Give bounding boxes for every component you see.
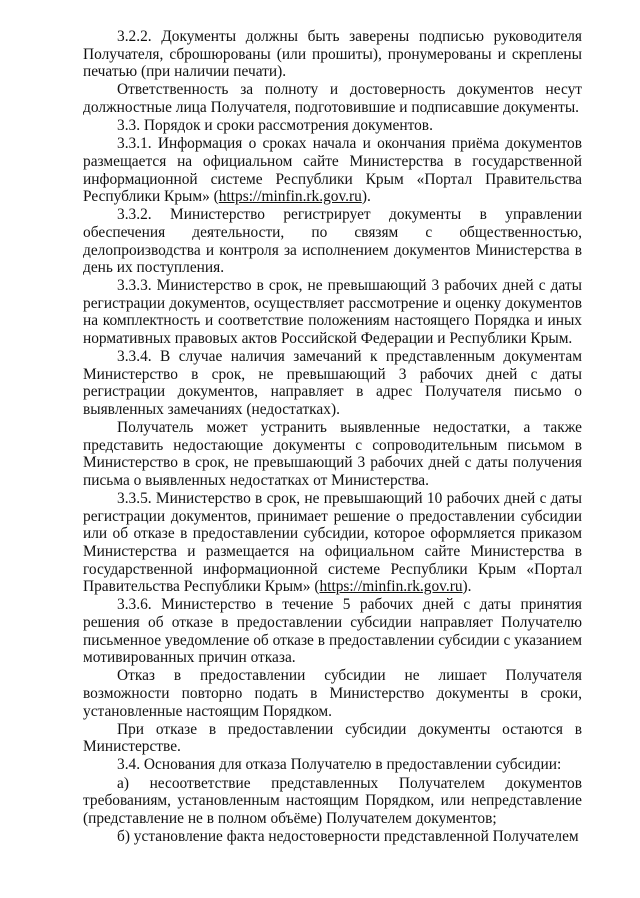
paragraph-3-3-6: 3.3.6. Министерство в течение 5 рабочих дней с даты принятия решения об отказе в предоставлении субсидии направляет Получателю письменное уведомление об отказе в предоставлении субсидии с указанием мотивированных причин отказа. — [83, 596, 582, 667]
paragraph-refusal-reapply: Отказ в предоставлении субсидии не лишает Получателя возможности повторно подать в Министерство документы в сроки, установленные настоящим Порядком. — [83, 667, 582, 720]
paragraph-3-4-a: а) несоответствие представленных Получателем документов требованиям, установленным настоящим Порядком, или непредставление (представление не в полном объёме) Получателем документов; — [83, 774, 582, 827]
paragraph-text: 3.3.5. Министерство в срок, не превышающий 10 рабочих дней с даты регистрации документов, принимает решение о предоставлении субсидии или об отказе в предоставлении субсидии, которое оформляется приказом Министерства и размещается на официальном сайте Министерства в государственной информационной системе Республики Крым «Портал Правительства Республики Крым» ( — [83, 490, 582, 596]
paragraph-3-3-4: 3.3.4. В случае наличия замечаний к представленным документам Министерство в срок, не превышающий 3 рабочих дней с даты регистрации документов, направляет в адрес Получателя письмо о выявленных замечаниях (недостатках). — [83, 348, 582, 419]
paragraph-3-3-1 — [83, 135, 582, 205]
paragraph-responsibility: Ответственность за полноту и достоверность документов несут должностные лица Получателя, подготовившие и подписавшие документы. — [83, 81, 582, 116]
paragraph-recipient-fix: Получатель может устранить выявленные недостатки, а также представить недостающие документы с сопроводительным письмом в Министерство в срок, не превышающий 3 рабочих дней с даты получения письма о выявленных недостатках от Министерства. — [83, 419, 582, 489]
paragraph-3-3-3: 3.3.3. Министерство в срок, не превышающий 3 рабочих дней с даты регистрации документов, осуществляет рассмотрение и оценку документов на комплектность и соответствие положениям настоящего Порядка и иных нормативных правовых актов Российской Федерации и Республики Крым. — [83, 277, 582, 348]
paragraph-3-3-2: 3.3.2. Министерство регистрирует документы в управлении обеспечения деятельности, по связям с общественностью, делопроизводства и контроля за исполнением документов Министерства в день их поступления. — [83, 206, 582, 277]
paragraph-text: ). — [361, 188, 371, 206]
paragraph-documents-remain: При отказе в предоставлении субсидии документы остаются в Министерстве. — [83, 720, 582, 756]
paragraph-3-4: 3.4. Основания для отказа Получателю в предоставлении субсидии: — [117, 756, 562, 774]
paragraph-3-4-b: б) установление факта недостоверности представленной Получателем — [117, 828, 579, 846]
paragraph-text: ). — [462, 578, 472, 596]
paragraph-text: 3.3.1. Информация о сроках начала и окончания приёма документов размещается на официальном сайте Министерства в государственной информационной системе Республики Крым «Портал Правительства Республики Крым» ( — [83, 135, 582, 206]
paragraph-3-2-2: 3.2.2. Документы должны быть заверены подписью руководителя Получателя, сброшюрованы (или прошиты), пронумерованы и скреплены печатью (при наличии печати). — [83, 28, 582, 81]
minfin-link[interactable]: https://minfin.rk.gov.ru — [218, 188, 362, 206]
minfin-link[interactable]: https://minfin.rk.gov.ru — [319, 578, 463, 596]
paragraph-3-3-5 — [83, 490, 582, 596]
paragraph-3-3: 3.3. Порядок и сроки рассмотрения документов. — [117, 117, 433, 135]
